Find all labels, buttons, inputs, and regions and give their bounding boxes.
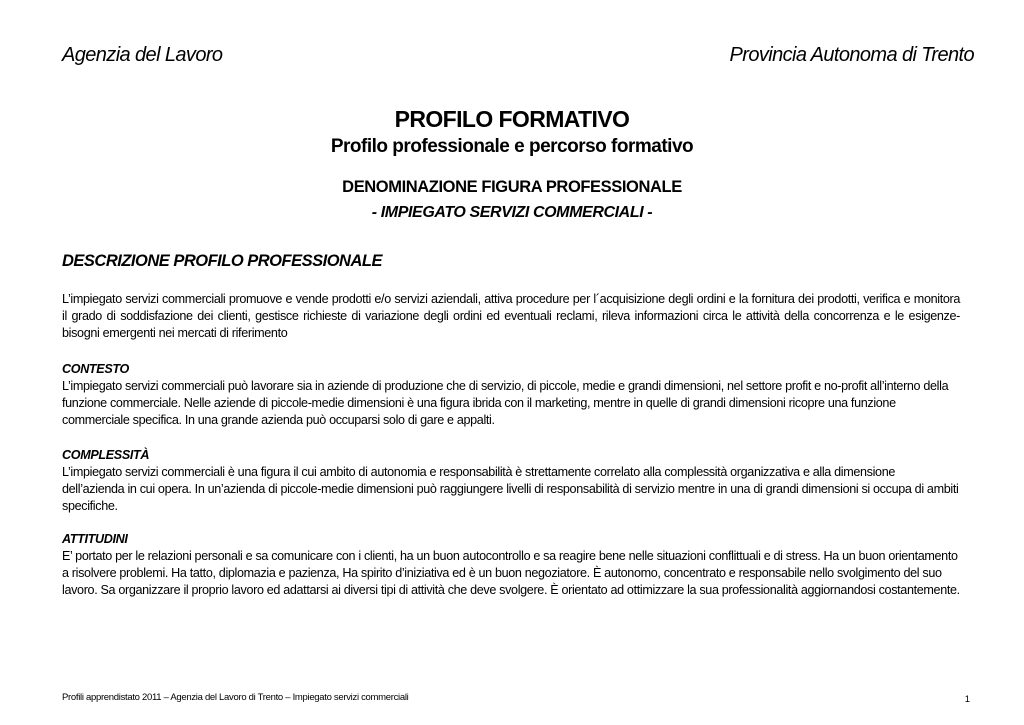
section-complessita — [62, 447, 960, 515]
page-footer: Profili apprendistato 2011 – Agenzia del Lavoro di Trento – Impiegato servizi commerciali — [62, 692, 409, 703]
header-province: Provincia Autonoma di Trento — [729, 44, 974, 66]
section-label: ATTITUDINI — [62, 532, 128, 546]
page-title: PROFILO FORMATIVO — [394, 106, 630, 132]
section-label: CONTESTO — [62, 362, 129, 376]
header-agency: Agenzia del Lavoro — [62, 44, 223, 66]
section-label: COMPLESSITÀ — [62, 448, 150, 462]
section-title: DESCRIZIONE PROFILO PROFESSIONALE — [62, 252, 382, 270]
section-attitudini — [62, 531, 960, 599]
section-contesto — [62, 361, 960, 429]
role-name: - IMPIEGATO SERVIZI COMMERCIALI - — [371, 204, 653, 221]
intro-paragraph: L’impiegato servizi commerciali promuove e vende prodotti e/o servizi aziendali, attiva procedure per l´acquisizione degli ordini e la fornitura dei prodotti, verifica e monitora il grado di soddisfazione dei clienti, gestisce richieste di variazione degli ordini ed eventuali reclami, rileva informazioni circa le attività della concorrenza e le esigenze-bisogni emergenti nei mercati di riferimento — [62, 292, 960, 340]
section-text: L’impiegato servizi commerciali può lavorare sia in aziende di produzione che di servizio, di piccole, medie e grandi dimensioni, nel settore profit e no-profit all’interno della funzione commerciale. Nelle aziende di piccole-medie dimensioni è una figura ibrida con il marketing, mentre in quelle di grandi dimensioni ricopre una funzione commerciale specifica. In una grande azienda può occuparsi solo di gare e appalti. — [62, 379, 949, 427]
denomination-label: DENOMINAZIONE FIGURA PROFESSIONALE — [342, 178, 682, 196]
section-text: E’ portato per le relazioni personali e sa comunicare con i clienti, ha un buon autocontrollo e sa reagire bene nelle situazioni conflittuali e di stress. Ha un buon orientamento a risolvere problemi. Ha tatto, diplomazia e pazienza, Ha spirito d’iniziativa ed è un buon negoziatore. È autonomo, concentrato e responsabile nello svolgimento del suo lavoro. Sa organizzare il proprio lavoro ed adattarsi ai diversi tipi di attività che deve svolgere. È orientato ad ottimizzare la sua professionalità aggiornandosi costantemente. — [62, 549, 960, 597]
section-text: L’impiegato servizi commerciali è una figura il cui ambito di autonomia e responsabilità è strettamente correlato alla complessità organizzativa e alla dimensione dell’azienda in cui opera. In un’azienda di piccole-medie dimensioni può raggiungere livelli di responsabilità di servizio mentre in una di grandi dimensioni si occupa di ambiti specifiche. — [62, 465, 959, 513]
page-number: 1 — [964, 694, 970, 705]
page-subtitle: Profilo professionale e percorso formativo — [330, 136, 694, 157]
